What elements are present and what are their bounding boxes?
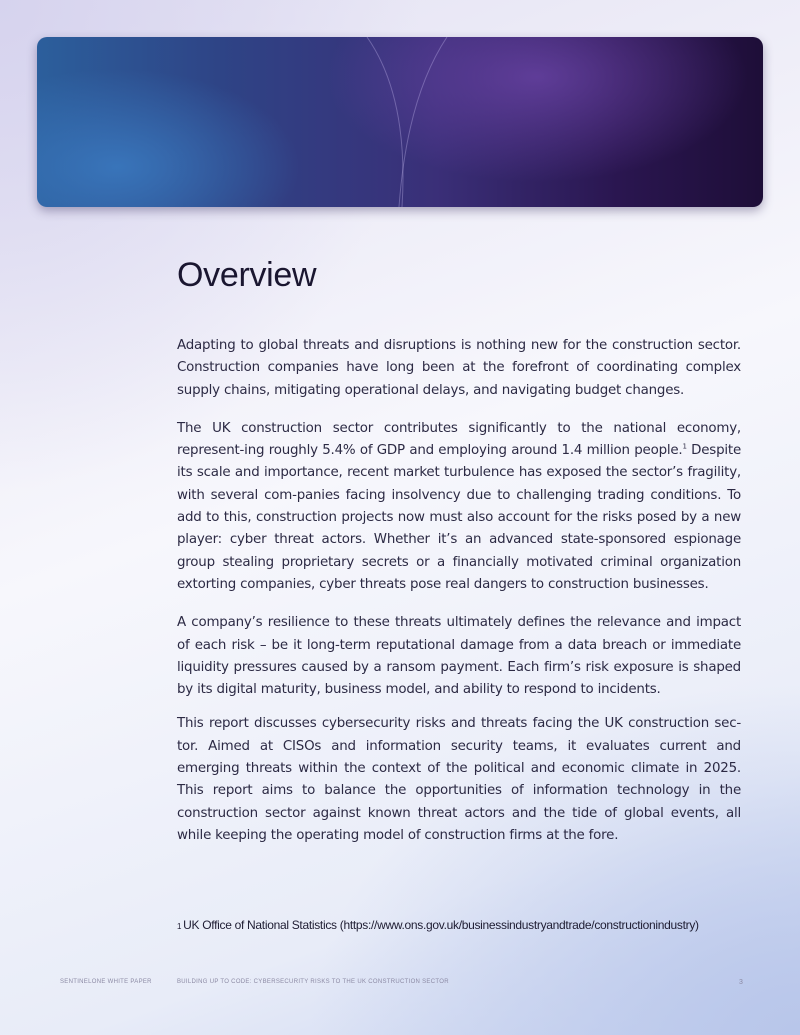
main-content <box>177 255 741 863</box>
paragraph-report-scope: This report discusses cybersecurity risks and threats facing the UK construction sec-tor. Aimed at CISOs and information security teams, it evaluates current and emerging threats within the context of the political and economic climate in 2025. This report aims to balance the opportunities of information technology in the construction sector against known threat actors and the tide of global events, all while keeping the operating model of construction firms at the fore. <box>177 716 741 843</box>
paragraph-resilience: A company’s resilience to these threats ultimately defines the relevance and impact of each risk – be it long-term reputational damage from a data breach or immediate liquidity pressures caused by a ransom payment. Each firm’s risk exposure is shaped by its digital maturity, business model, and ability to respond to incidents. <box>177 615 741 698</box>
header-banner <box>37 37 763 207</box>
footnote <box>177 918 757 932</box>
footer-publisher: SENTINELONE WHITE PAPER <box>60 979 152 985</box>
footer-page-number: 3 <box>739 979 744 986</box>
paragraph-text: The UK construction sector contributes significantly to the national economy, represent-ing roughly 5.4% of GDP and employing around 1.4 million people. <box>177 420 741 459</box>
footer-report-title: BUILDING UP TO CODE: CYBERSECURITY RISKS TO THE UK CONSTRUCTION SECTOR <box>177 979 449 985</box>
banner-arc-lines <box>37 37 763 207</box>
footnote-text: UK Office of National Statistics (https://www.ons.gov.uk/businessindustryandtrade/constructionindustry) <box>183 918 699 932</box>
footnote-reference: 1 <box>682 442 687 451</box>
paragraph-sector-economy <box>177 418 741 596</box>
page-title: Overview <box>177 256 317 294</box>
footnote-number: 1 <box>177 922 182 931</box>
paragraph-text: Despite its scale and importance, recent market turbulence has exposed the sector’s fragility, with several com-panies facing insolvency due to challenging trading conditions. To add to this, construction projects now must also account for the risks posed by a new player: cyber threat actors. Whether it’s an advanced state-sponsored espionage group stealing proprietary secrets or a financially motivated criminal organization extorting companies, cyber threats pose real dangers to construction businesses. <box>177 443 741 592</box>
paragraph-intro: Adapting to global threats and disruptions is nothing new for the construction sector. Construction companies have long been at the forefront of coordinating complex supply chains, mitigating operational delays, and navigating budget changes. <box>177 338 741 398</box>
